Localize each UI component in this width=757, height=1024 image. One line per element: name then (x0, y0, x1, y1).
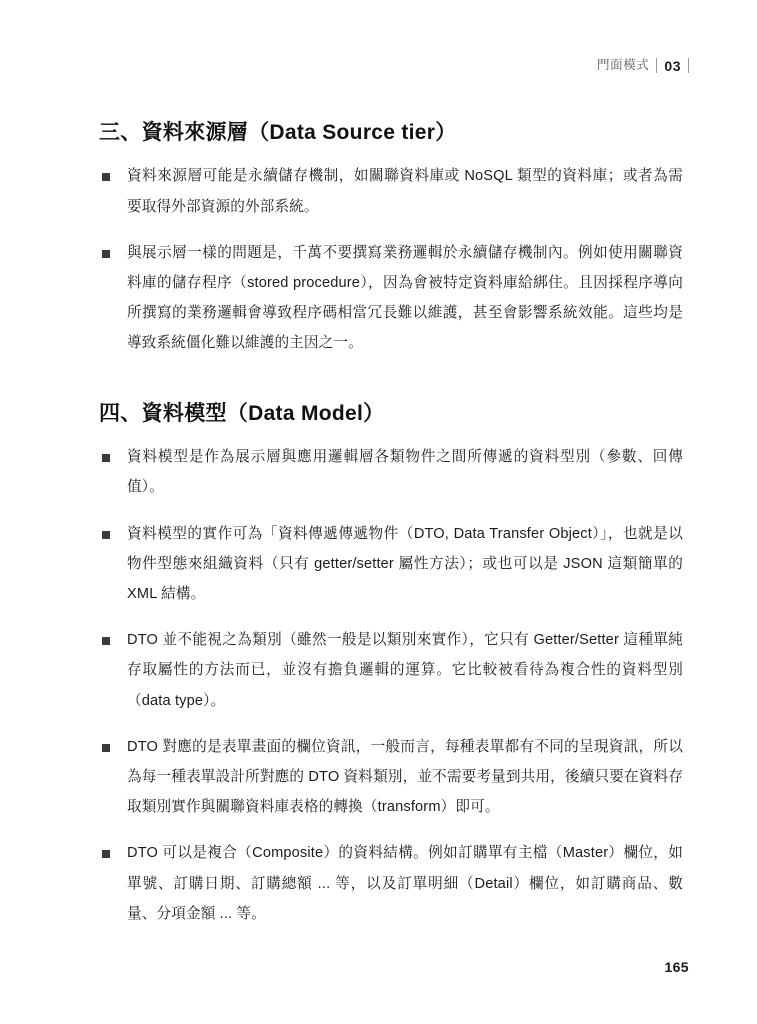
bullet-item (99, 442, 683, 502)
section-data-model (99, 399, 683, 929)
running-header-divider-right (688, 58, 689, 73)
running-header-divider-left (656, 58, 657, 73)
bullet-text: DTO 可以是複合（Composite）的資料結構。例如訂購單有主檔（Master）欄位，如單號、訂購日期、訂購總額 ... 等，以及訂單明細（Detail）欄位，如訂購商品、數量、分項金額 ... 等。 (127, 845, 683, 922)
bullet-text: 資料來源層可能是永續儲存機制，如關聯資料庫或 NoSQL 類型的資料庫；或者為需要取得外部資源的外部系統。 (127, 168, 683, 215)
section-heading: 四、資料模型（Data Model） (99, 401, 385, 425)
running-header-chapter-title: 門面模式 (597, 58, 650, 73)
square-bullet-icon (102, 744, 110, 752)
bullet-item (99, 625, 683, 716)
section-data-source-tier (99, 118, 683, 359)
bullet-text: DTO 對應的是表單畫面的欄位資訊，一般而言，每種表單都有不同的呈現資訊，所以為每一種表單設計所對應的 DTO 資料類別，並不需要考量到共用，後續只要在資料存取類別實作與關聯資料庫表格的轉換（transform）即可。 (127, 738, 683, 816)
bullet-list (99, 442, 683, 929)
bullet-item (99, 732, 683, 823)
running-header (597, 58, 689, 73)
bullet-list (99, 161, 683, 358)
bullet-text: DTO 並不能視之為類別（雖然一般是以類別來實作），它只有 Getter/Setter 這種單純存取屬性的方法而已，並沒有擔負邏輯的運算。它比較被看待為複合性的資料型別（data type）。 (127, 632, 683, 709)
bullet-text: 資料模型是作為展示層與應用邏輯層各類物件之間所傳遞的資料型別（參數、回傳值）。 (127, 449, 683, 496)
square-bullet-icon (102, 454, 110, 462)
square-bullet-icon (102, 637, 110, 645)
square-bullet-icon (102, 850, 110, 858)
section-heading: 三、資料來源層（Data Source tier） (99, 121, 457, 144)
page-content (99, 118, 683, 929)
square-bullet-icon (102, 531, 110, 539)
square-bullet-icon (102, 173, 110, 181)
bullet-text: 資料模型的實作可為「資料傳遞傳遞物件（DTO, Data Transfer Object）」，也就是以物件型態來組織資料（只有 getter/setter 屬性方法）；或也可以是 JSON 這類簡單的 XML 結構。 (127, 525, 683, 602)
bullet-item (99, 161, 683, 221)
bullet-item (99, 238, 683, 359)
bullet-item (99, 838, 683, 929)
square-bullet-icon (102, 250, 110, 258)
running-header-chapter-number: 03 (664, 57, 681, 74)
bullet-item (99, 519, 683, 610)
bullet-text: 與展示層一樣的問題是，千萬不要撰寫業務邏輯於永續儲存機制內。例如使用關聯資料庫的儲存程序（stored procedure），因為會被特定資料庫給綁住。且因採程序導向所撰寫的業務邏輯會導致程序碼相當冗長難以維護，甚至會影響系統效能。這些均是導致系統僵化難以維護的主因之一。 (127, 244, 683, 352)
page-number: 165 (664, 959, 689, 975)
